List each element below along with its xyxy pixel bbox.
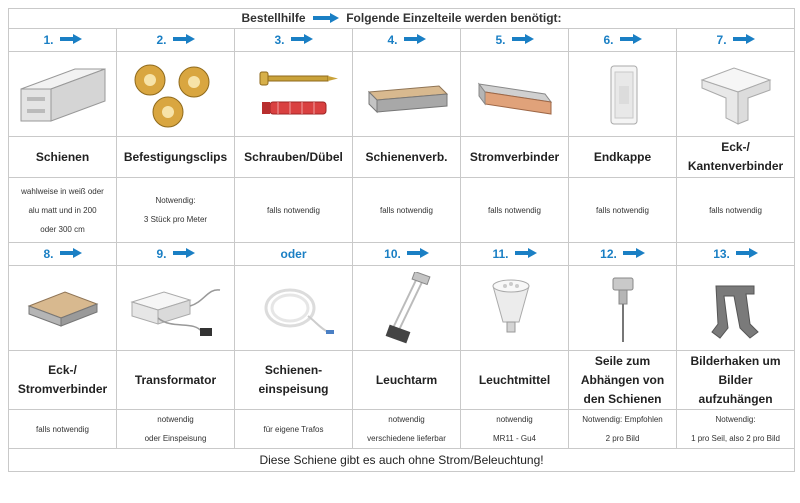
product-name [569, 137, 677, 178]
description-line: falls notwendig [36, 424, 89, 434]
product-description [353, 178, 461, 243]
step-number: 1. [43, 32, 54, 47]
power-connector-icon [467, 58, 563, 130]
product-image-cell [235, 52, 353, 137]
step-number: oder [280, 246, 307, 261]
description-line: oder 300 cm [40, 224, 85, 234]
step-number: 10. [384, 246, 401, 261]
step-number-cell [461, 243, 569, 266]
transformer-icon [124, 272, 228, 344]
product-image-cell [461, 266, 569, 351]
product-image-cell [569, 52, 677, 137]
product-name-line: Eck-/ [721, 140, 750, 154]
description-line: notwendig [388, 415, 425, 424]
arrow-right-icon [512, 31, 534, 49]
arrow-right-icon [733, 31, 755, 49]
description-line: MR11 - Gu4 [493, 434, 536, 443]
step-number-cell [353, 243, 461, 266]
step-number: 6. [603, 32, 614, 47]
step-number: 12. [600, 246, 617, 261]
product-description [569, 178, 677, 243]
description-line: falls notwendig [380, 205, 433, 215]
picture-hook-icon [688, 272, 784, 344]
product-name [9, 351, 117, 410]
product-image-cell [353, 266, 461, 351]
step-number-cell [569, 29, 677, 52]
product-image-cell [677, 266, 795, 351]
product-description [117, 178, 235, 243]
step-number: 2. [156, 32, 167, 47]
product-name-line: Transformator [134, 372, 217, 387]
product-image-cell [117, 52, 235, 137]
product-name-line: Bilder [718, 372, 753, 387]
product-description [569, 410, 677, 449]
product-name [461, 351, 569, 410]
product-image-cell [353, 52, 461, 137]
product-name-line: aufzuhängen [698, 391, 773, 406]
end-cap-icon [575, 58, 671, 130]
rail-connector-icon [359, 58, 455, 130]
step-number: 9. [156, 246, 167, 261]
product-description [677, 178, 795, 243]
order-help-table [8, 8, 795, 472]
product-name [461, 137, 569, 178]
screw-dowel-icon [246, 58, 342, 130]
description-line: alu matt und in 200 [28, 205, 97, 215]
step-number: 3. [274, 32, 285, 47]
step-number-cell [677, 243, 795, 266]
product-image-cell [677, 52, 795, 137]
step-number: 5. [495, 32, 506, 47]
product-description [461, 410, 569, 449]
product-name-line: einspeisung [258, 382, 329, 396]
description-line: falls notwendig [488, 205, 541, 215]
arrow-right-icon [407, 245, 429, 263]
step-number-cell [353, 29, 461, 52]
arrow-right-icon [313, 12, 339, 26]
cable-feed-icon [246, 272, 342, 344]
step-number: 11. [492, 246, 509, 261]
light-arm-icon [359, 272, 455, 344]
product-description [461, 178, 569, 243]
brass-clips-icon [128, 58, 224, 130]
product-name [117, 351, 235, 410]
title-right: Folgende Einzelteile werden benötigt: [346, 11, 562, 26]
product-name [117, 137, 235, 178]
description-line: verschiedene lieferbar [367, 434, 446, 443]
product-name [235, 351, 353, 410]
corner-power-connector-icon [15, 272, 111, 344]
product-name [677, 137, 795, 178]
table-title [9, 9, 795, 29]
step-number-cell [677, 29, 795, 52]
step-number-cell [569, 243, 677, 266]
product-name [353, 351, 461, 410]
product-name-line: Stromverbinder [469, 149, 560, 164]
product-description [677, 410, 795, 449]
product-name-line: Eck-/ [48, 363, 77, 377]
step-number-cell [235, 29, 353, 52]
product-name [677, 351, 795, 410]
product-description [235, 410, 353, 449]
product-image-cell [9, 266, 117, 351]
arrow-right-icon [736, 245, 758, 263]
product-name-line: Seile zum [594, 353, 651, 368]
step-number-cell [9, 243, 117, 266]
product-name [9, 137, 117, 178]
arrow-right-icon [173, 31, 195, 49]
product-name [235, 137, 353, 178]
step-number: 8. [43, 246, 54, 261]
arrow-right-icon [60, 245, 82, 263]
arrow-right-icon [620, 31, 642, 49]
description-line: notwendig [157, 415, 194, 424]
product-name-line: Endkappe [593, 149, 652, 164]
product-name [353, 137, 461, 178]
step-number-cell [117, 29, 235, 52]
product-description [235, 178, 353, 243]
description-line: falls notwendig [596, 205, 649, 215]
step-number-cell [235, 243, 353, 266]
product-name-line: Leuchtarm [375, 372, 438, 387]
product-description [353, 410, 461, 449]
product-image-cell [461, 52, 569, 137]
step-number: 7. [716, 32, 727, 47]
description-line: falls notwendig [267, 205, 320, 215]
step-number: 4. [387, 32, 398, 47]
description-line: notwendig [496, 415, 533, 424]
rail-profile-icon [15, 59, 111, 129]
product-name-line: Befestigungsclips [123, 149, 228, 164]
arrow-right-icon [623, 245, 645, 263]
description-line: Notwendig: [155, 196, 196, 205]
led-bulb-icon [467, 272, 563, 344]
arrow-right-icon [60, 31, 82, 49]
product-description [9, 178, 117, 243]
product-name-line: Abhängen von [580, 372, 665, 387]
product-name-line: Schienenverb. [365, 149, 448, 164]
product-image-cell [569, 266, 677, 351]
product-name-line: den Schienen [583, 391, 662, 406]
product-name-line: Leuchtmittel [478, 372, 551, 387]
step-number-cell [461, 29, 569, 52]
arrow-right-icon [515, 245, 537, 263]
product-name-line: Kantenverbinder [687, 159, 784, 173]
description-line: 2 pro Bild [605, 434, 640, 443]
product-image-cell [9, 52, 117, 137]
description-line: Notwendig: [715, 415, 756, 424]
product-image-cell [117, 266, 235, 351]
description-line: 3 Stück pro Meter [143, 215, 208, 224]
description-line: falls notwendig [709, 205, 762, 215]
description-line: oder Einspeisung [144, 434, 207, 443]
arrow-right-icon [291, 31, 313, 49]
title-left: Bestellhilfe [241, 11, 306, 26]
product-description [9, 410, 117, 449]
step-number-cell [9, 29, 117, 52]
step-number: 13. [713, 246, 730, 261]
step-number-cell [117, 243, 235, 266]
product-name-line: Schrauben/Dübel [244, 149, 343, 164]
arrow-right-icon [404, 31, 426, 49]
arrow-right-icon [173, 245, 195, 263]
product-name-line: Schienen- [264, 363, 323, 377]
description-line: 1 pro Seil, also 2 pro Bild [691, 434, 780, 443]
product-name [569, 351, 677, 410]
description-line: für eigene Trafos [263, 424, 324, 434]
footer-note: Diese Schiene gibt es auch ohne Strom/Beleuchtung! [9, 449, 795, 472]
corner-connector-icon [688, 58, 784, 130]
product-image-cell [235, 266, 353, 351]
description-line: Notwendig: Empfohlen [582, 415, 663, 424]
product-description [117, 410, 235, 449]
product-name-line: Bilderhaken um [690, 353, 781, 368]
hanging-wire-icon [575, 272, 671, 344]
product-name-line: Schienen [35, 149, 90, 164]
description-line: wahlweise in weiß oder [21, 186, 104, 196]
product-name-line: Stromverbinder [17, 382, 108, 396]
